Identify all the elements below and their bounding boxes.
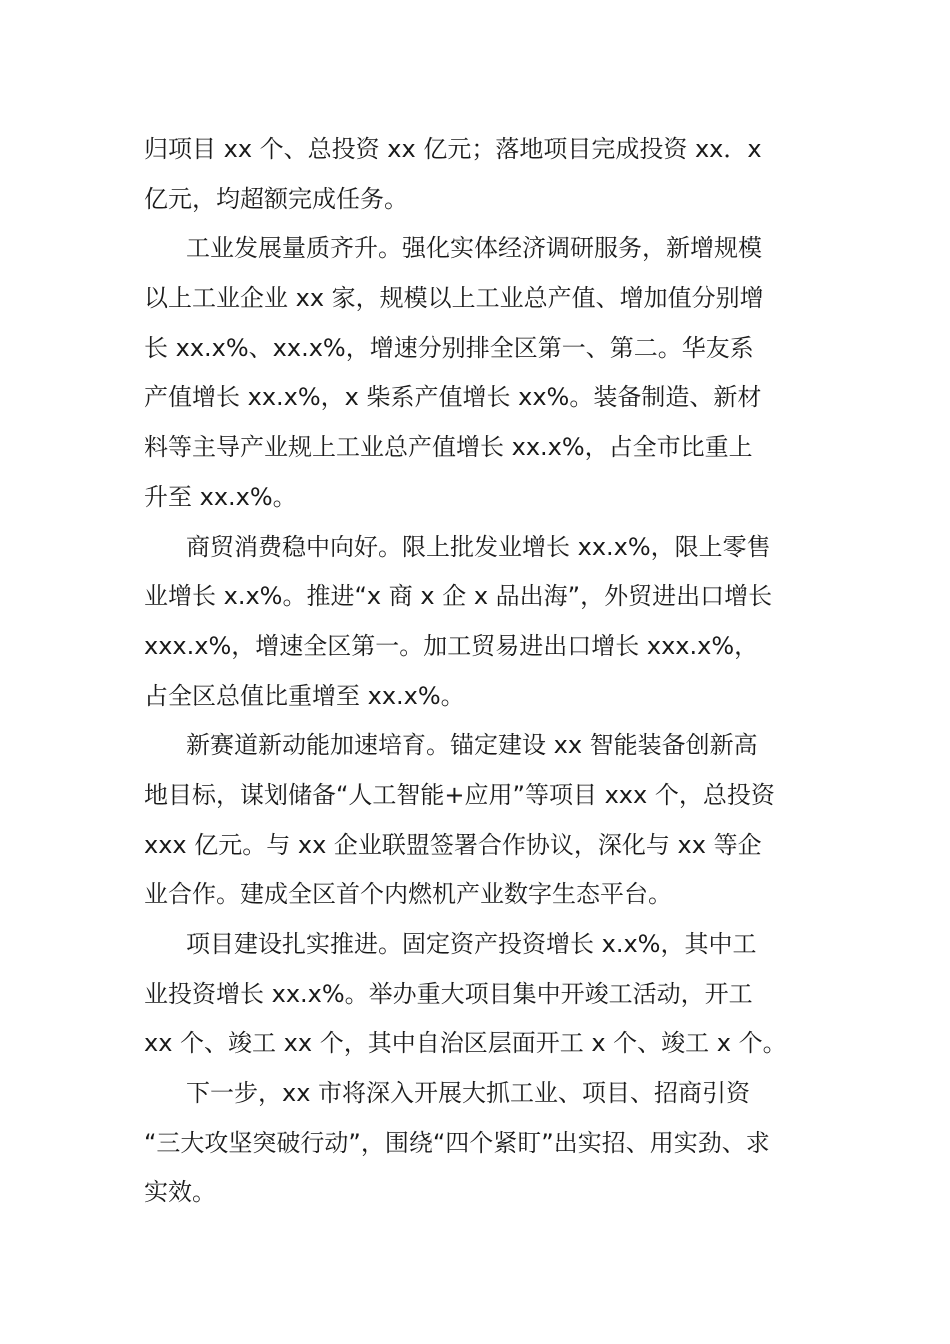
document-body xyxy=(144,125,808,1218)
text-line: 亿元，均超额完成任务。 xyxy=(144,184,408,213)
text-line: 归项目 xx 个、总投资 xx 亿元；落地项目完成投资 xx．x xyxy=(144,135,762,163)
paragraph-projects xyxy=(144,920,808,1069)
text-line: 业投资增长 xx.x%。举办重大项目集中开竣工活动，开工 xyxy=(144,979,753,1008)
text-line: 商贸消费稳中向好。限上批发业增长 xx.x%，限上零售 xyxy=(186,532,771,561)
text-line: “三大攻坚突破行动”，围绕“四个紧盯”出实招、用实劲、求 xyxy=(144,1128,770,1157)
text-line: 占全区总值比重增至 xx.x%。 xyxy=(144,681,465,710)
text-line: 料等主导产业规上工业总产值增长 xx.x%，占全市比重上 xyxy=(144,433,753,462)
text-line: xxx 亿元。与 xx 企业联盟签署合作协议，深化与 xx 等企 xyxy=(144,830,762,859)
text-line: 新赛道新动能加速培育。锚定建设 xx 智能装备创新高 xyxy=(186,731,758,760)
text-line: 工业发展量质齐升。强化实体经济调研服务，新增规模 xyxy=(186,234,762,263)
text-line: xxx.x%，增速全区第一。加工贸易进出口增长 xxx.x%， xyxy=(144,631,759,660)
paragraph-next-step xyxy=(144,1069,808,1218)
text-line: 业增长 x.x%。推进“x 商 x 企 x 品出海”，外贸进出口增长 xyxy=(144,582,773,611)
paragraph-investment-continued xyxy=(144,125,808,224)
text-line: 地目标，谋划储备“人工智能+应用”等项目 xxx 个，总投资 xyxy=(144,780,775,809)
text-line: 业合作。建成全区首个内燃机产业数字生态平台。 xyxy=(144,880,672,909)
text-line: 下一步，xx 市将深入开展大抓工业、项目、招商引资 xyxy=(186,1079,751,1108)
text-line: 长 xx.x%、xx.x%，增速分别排全区第一、第二。华友系 xyxy=(144,333,754,362)
text-line: 升至 xx.x%。 xyxy=(144,482,297,511)
text-line: 项目建设扎实推进。固定资产投资增长 x.x%，其中工 xyxy=(186,930,757,958)
text-line: 实效。 xyxy=(144,1178,216,1207)
paragraph-new-drivers xyxy=(144,721,808,920)
text-line: xx 个、竣工 xx 个，其中自治区层面开工 x 个、竣工 x 个。 xyxy=(144,1029,787,1058)
text-line: 产值增长 xx.x%，x 柴系产值增长 xx%。装备制造、新材 xyxy=(144,383,762,412)
paragraph-industry xyxy=(144,224,808,522)
text-line: 以上工业企业 xx 家，规模以上工业总产值、增加值分别增 xyxy=(144,284,764,313)
paragraph-trade xyxy=(144,523,808,722)
